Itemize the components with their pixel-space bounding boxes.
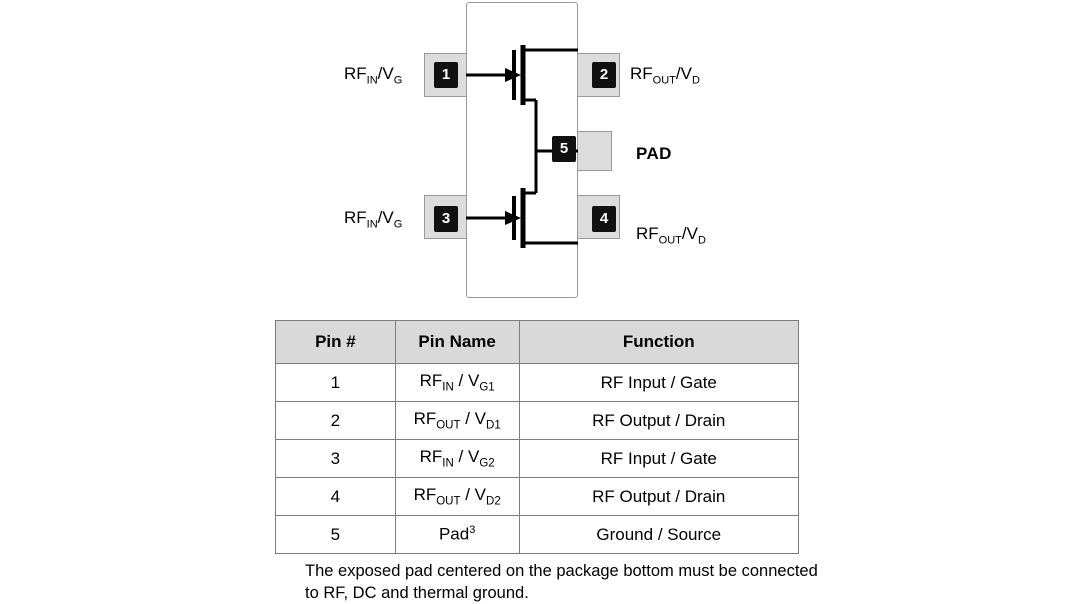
cell-pin-name: $RF_{OUT} / V_{D2}$ xyxy=(395,478,519,516)
column-header-pin-number: Pin # xyxy=(276,321,396,364)
cell-pin-number: 2 xyxy=(276,402,396,440)
table-row xyxy=(276,440,799,478)
table-row xyxy=(276,478,799,516)
cell-pin-number: 1 xyxy=(276,364,396,402)
table-row xyxy=(276,402,799,440)
cell-function: Ground / Source xyxy=(519,516,798,554)
cell-pin-name: Pad$^3$ xyxy=(395,516,519,554)
table-header-row xyxy=(276,321,799,364)
column-header-function: Function xyxy=(519,321,798,364)
cell-pin-name: $RF_{IN} / V_{G2}$ xyxy=(395,440,519,478)
diagram-label-pin-2: $RF_{OUT}/V_D$ xyxy=(630,64,700,87)
table-footnote: The exposed pad centered on the package bottom must be connected to RF, DC and thermal ground. xyxy=(305,562,818,602)
column-header-pin-name: Pin Name xyxy=(395,321,519,364)
diagram-label-pin-4: $RF_{OUT}/V_D$ xyxy=(636,224,706,247)
pin-description-table xyxy=(275,320,799,554)
cell-pin-number: 5 xyxy=(276,516,396,554)
cell-function: RF Output / Drain xyxy=(519,402,798,440)
table-row xyxy=(276,516,799,554)
table-row xyxy=(276,364,799,402)
cell-pin-name: $RF_{OUT} / V_{D1}$ xyxy=(395,402,519,440)
pin-number-4: 4 xyxy=(592,206,616,232)
pin-number-5: 5 xyxy=(552,136,576,162)
cell-pin-name: $RF_{IN} / V_{G1}$ xyxy=(395,364,519,402)
cell-function: RF Input / Gate xyxy=(519,440,798,478)
pin-number-1: 1 xyxy=(434,62,458,88)
cell-function: RF Input / Gate xyxy=(519,364,798,402)
diagram-label-pin-3: $RF_{IN}/V_G$ xyxy=(344,208,403,231)
pin-number-3: 3 xyxy=(434,206,458,232)
cell-pin-number: 4 xyxy=(276,478,396,516)
pin-number-2: 2 xyxy=(592,62,616,88)
cell-pin-number: 3 xyxy=(276,440,396,478)
diagram-label-pad: PAD xyxy=(636,144,672,163)
cell-function: RF Output / Drain xyxy=(519,478,798,516)
diagram-label-pin-1: $RF_{IN}/V_G$ xyxy=(344,64,403,87)
